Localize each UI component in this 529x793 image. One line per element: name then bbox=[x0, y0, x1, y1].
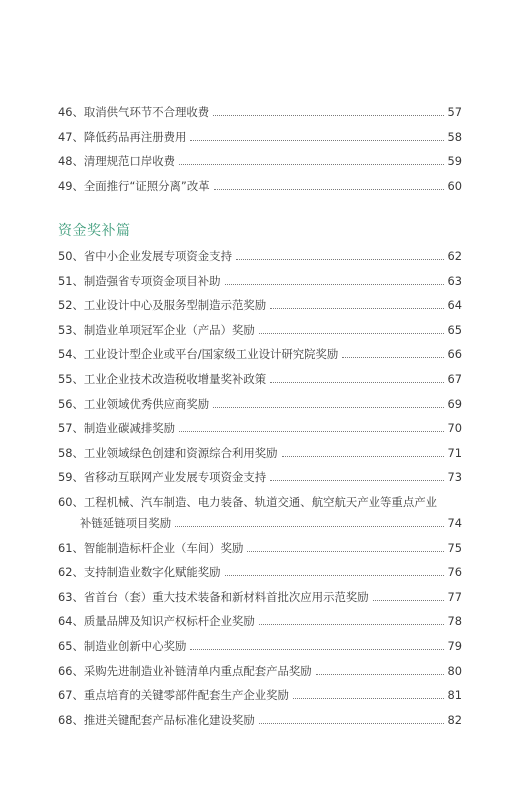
dot-leader bbox=[293, 697, 444, 699]
toc-entry-title: 46、取消供气环节不合理收费 bbox=[58, 105, 210, 119]
dot-leader bbox=[225, 574, 444, 576]
toc-entry[interactable] bbox=[58, 420, 462, 445]
toc-entry-page: 67 bbox=[447, 371, 462, 386]
toc-entry-page: 65 bbox=[447, 322, 462, 337]
toc-entry-title: 67、重点培育的关键零部件配套生产企业奖励 bbox=[58, 688, 289, 703]
toc-entry-page: 58 bbox=[447, 129, 462, 144]
toc-entry-page: 78 bbox=[447, 614, 462, 629]
toc-entry-page: 64 bbox=[447, 298, 462, 313]
dot-leader bbox=[225, 283, 444, 285]
toc-entry[interactable] bbox=[58, 469, 462, 494]
toc-entry[interactable] bbox=[58, 178, 462, 203]
toc-entry-wrapped-line2[interactable] bbox=[58, 515, 462, 540]
dot-leader bbox=[247, 550, 443, 552]
toc-entry-page: 59 bbox=[447, 154, 462, 169]
toc-entry-wrapped-line1[interactable] bbox=[58, 494, 462, 515]
toc-entry[interactable] bbox=[58, 589, 462, 614]
dot-leader bbox=[190, 648, 443, 650]
toc-entry-title: 47、降低药品再注册费用 bbox=[58, 129, 187, 144]
toc-entry-title: 64、质量品牌及知识产权标杆企业奖励 bbox=[58, 614, 255, 629]
toc-entry[interactable] bbox=[58, 153, 462, 178]
toc-entry-page: 74 bbox=[447, 515, 462, 530]
toc-entry-page: 70 bbox=[447, 421, 462, 436]
toc-entry-title-cont: 补链延链项目奖励 bbox=[80, 515, 172, 530]
dot-leader bbox=[270, 479, 443, 481]
dot-leader bbox=[316, 673, 444, 675]
toc-entry[interactable] bbox=[58, 104, 462, 129]
toc-entry-page: 79 bbox=[447, 638, 462, 653]
toc-entry-page: 60 bbox=[447, 178, 462, 193]
toc-entry[interactable] bbox=[58, 346, 462, 371]
dot-leader bbox=[259, 332, 444, 334]
dot-leader bbox=[259, 623, 444, 625]
toc-entry-page: 81 bbox=[447, 688, 462, 703]
toc-entry[interactable] bbox=[58, 712, 462, 737]
dot-leader bbox=[179, 430, 443, 432]
toc-entry[interactable] bbox=[58, 129, 462, 154]
toc-entry[interactable] bbox=[58, 638, 462, 663]
toc-entry-page: 77 bbox=[447, 589, 462, 604]
toc-entry[interactable] bbox=[58, 540, 462, 565]
dot-leader bbox=[236, 258, 444, 260]
toc-entry-page: 71 bbox=[447, 445, 462, 460]
toc-entry-page: 76 bbox=[447, 565, 462, 580]
toc-entry[interactable] bbox=[58, 445, 462, 470]
toc-entry[interactable] bbox=[58, 371, 462, 396]
toc-entry-title: 63、省首台（套）重大技术装备和新材料首批次应用示范奖励 bbox=[58, 589, 369, 604]
dot-leader bbox=[214, 188, 444, 190]
toc-entry-title: 52、工业设计中心及服务型制造示范奖励 bbox=[58, 298, 267, 313]
toc-entry-title: 65、制造业创新中心奖励 bbox=[58, 638, 187, 653]
toc-entry-page: 66 bbox=[447, 347, 462, 362]
toc-entry[interactable] bbox=[58, 396, 462, 421]
dot-leader bbox=[373, 599, 444, 601]
toc-entry-page: 82 bbox=[447, 712, 462, 727]
dot-leader bbox=[270, 381, 443, 383]
dot-leader bbox=[190, 139, 443, 141]
toc-entry-title: 56、工业领域优秀供应商奖励 bbox=[58, 396, 210, 411]
toc-entry-page: 73 bbox=[447, 470, 462, 485]
toc-entry[interactable] bbox=[58, 273, 462, 298]
toc-entry-title: 62、支持制造业数字化赋能奖励 bbox=[58, 565, 221, 580]
toc-entry[interactable] bbox=[58, 322, 462, 347]
toc-entry-title: 50、省中小企业发展专项资金支持 bbox=[58, 249, 232, 263]
toc-entry-title: 61、智能制造标杆企业（车间）奖励 bbox=[58, 540, 244, 555]
toc-entry-page: 80 bbox=[447, 663, 462, 678]
toc-entry-page: 57 bbox=[447, 105, 462, 119]
toc-entry[interactable] bbox=[58, 613, 462, 638]
toc-entry-title: 58、工业领域绿色创建和资源综合利用奖励 bbox=[58, 445, 278, 460]
toc-entry-title: 66、采购先进制造业补链清单内重点配套产品奖励 bbox=[58, 663, 312, 678]
dot-leader bbox=[175, 525, 443, 527]
toc-entry-title: 59、省移动互联网产业发展专项资金支持 bbox=[58, 470, 267, 485]
toc-entry-title: 53、制造业单项冠军企业（产品）奖励 bbox=[58, 322, 255, 337]
toc-entry[interactable] bbox=[58, 297, 462, 322]
dot-leader bbox=[282, 455, 444, 457]
toc-entry-title: 54、工业设计型企业或平台/国家级工业设计研究院奖励 bbox=[58, 347, 339, 362]
toc-entry-page: 63 bbox=[447, 273, 462, 288]
dot-leader bbox=[213, 114, 443, 116]
dot-leader bbox=[270, 307, 443, 309]
section-heading: 资金奖补篇 bbox=[58, 223, 131, 239]
toc-entry-title: 68、推进关键配套产品标准化建设奖励 bbox=[58, 712, 255, 727]
toc-entry[interactable] bbox=[58, 564, 462, 589]
dot-leader bbox=[342, 356, 443, 358]
toc-entry-page: 75 bbox=[447, 540, 462, 555]
dot-leader bbox=[179, 163, 443, 165]
toc-entry-title: 51、制造强省专项资金项目补助 bbox=[58, 273, 221, 288]
dot-leader bbox=[213, 406, 443, 408]
toc-entry-title: 60、工程机械、汽车制造、电力装备、轨道交通、航空航天产业等重点产业 bbox=[58, 494, 437, 509]
toc-entry-title: 57、制造业碳减排奖励 bbox=[58, 421, 176, 436]
dot-leader bbox=[259, 722, 444, 724]
toc-entry[interactable] bbox=[58, 248, 462, 273]
toc-entry-page: 62 bbox=[447, 249, 462, 263]
toc-entry-title: 48、清理规范口岸收费 bbox=[58, 154, 176, 169]
toc-entry[interactable] bbox=[58, 663, 462, 688]
toc-entry-title: 49、全面推行“证照分离”改革 bbox=[58, 178, 210, 193]
toc-list-section-b bbox=[58, 248, 462, 736]
toc-entry[interactable] bbox=[58, 687, 462, 712]
toc-list-section-a bbox=[58, 104, 462, 202]
toc-entry-page: 69 bbox=[447, 396, 462, 411]
toc-entry-title: 55、工业企业技术改造税收增量奖补政策 bbox=[58, 371, 267, 386]
